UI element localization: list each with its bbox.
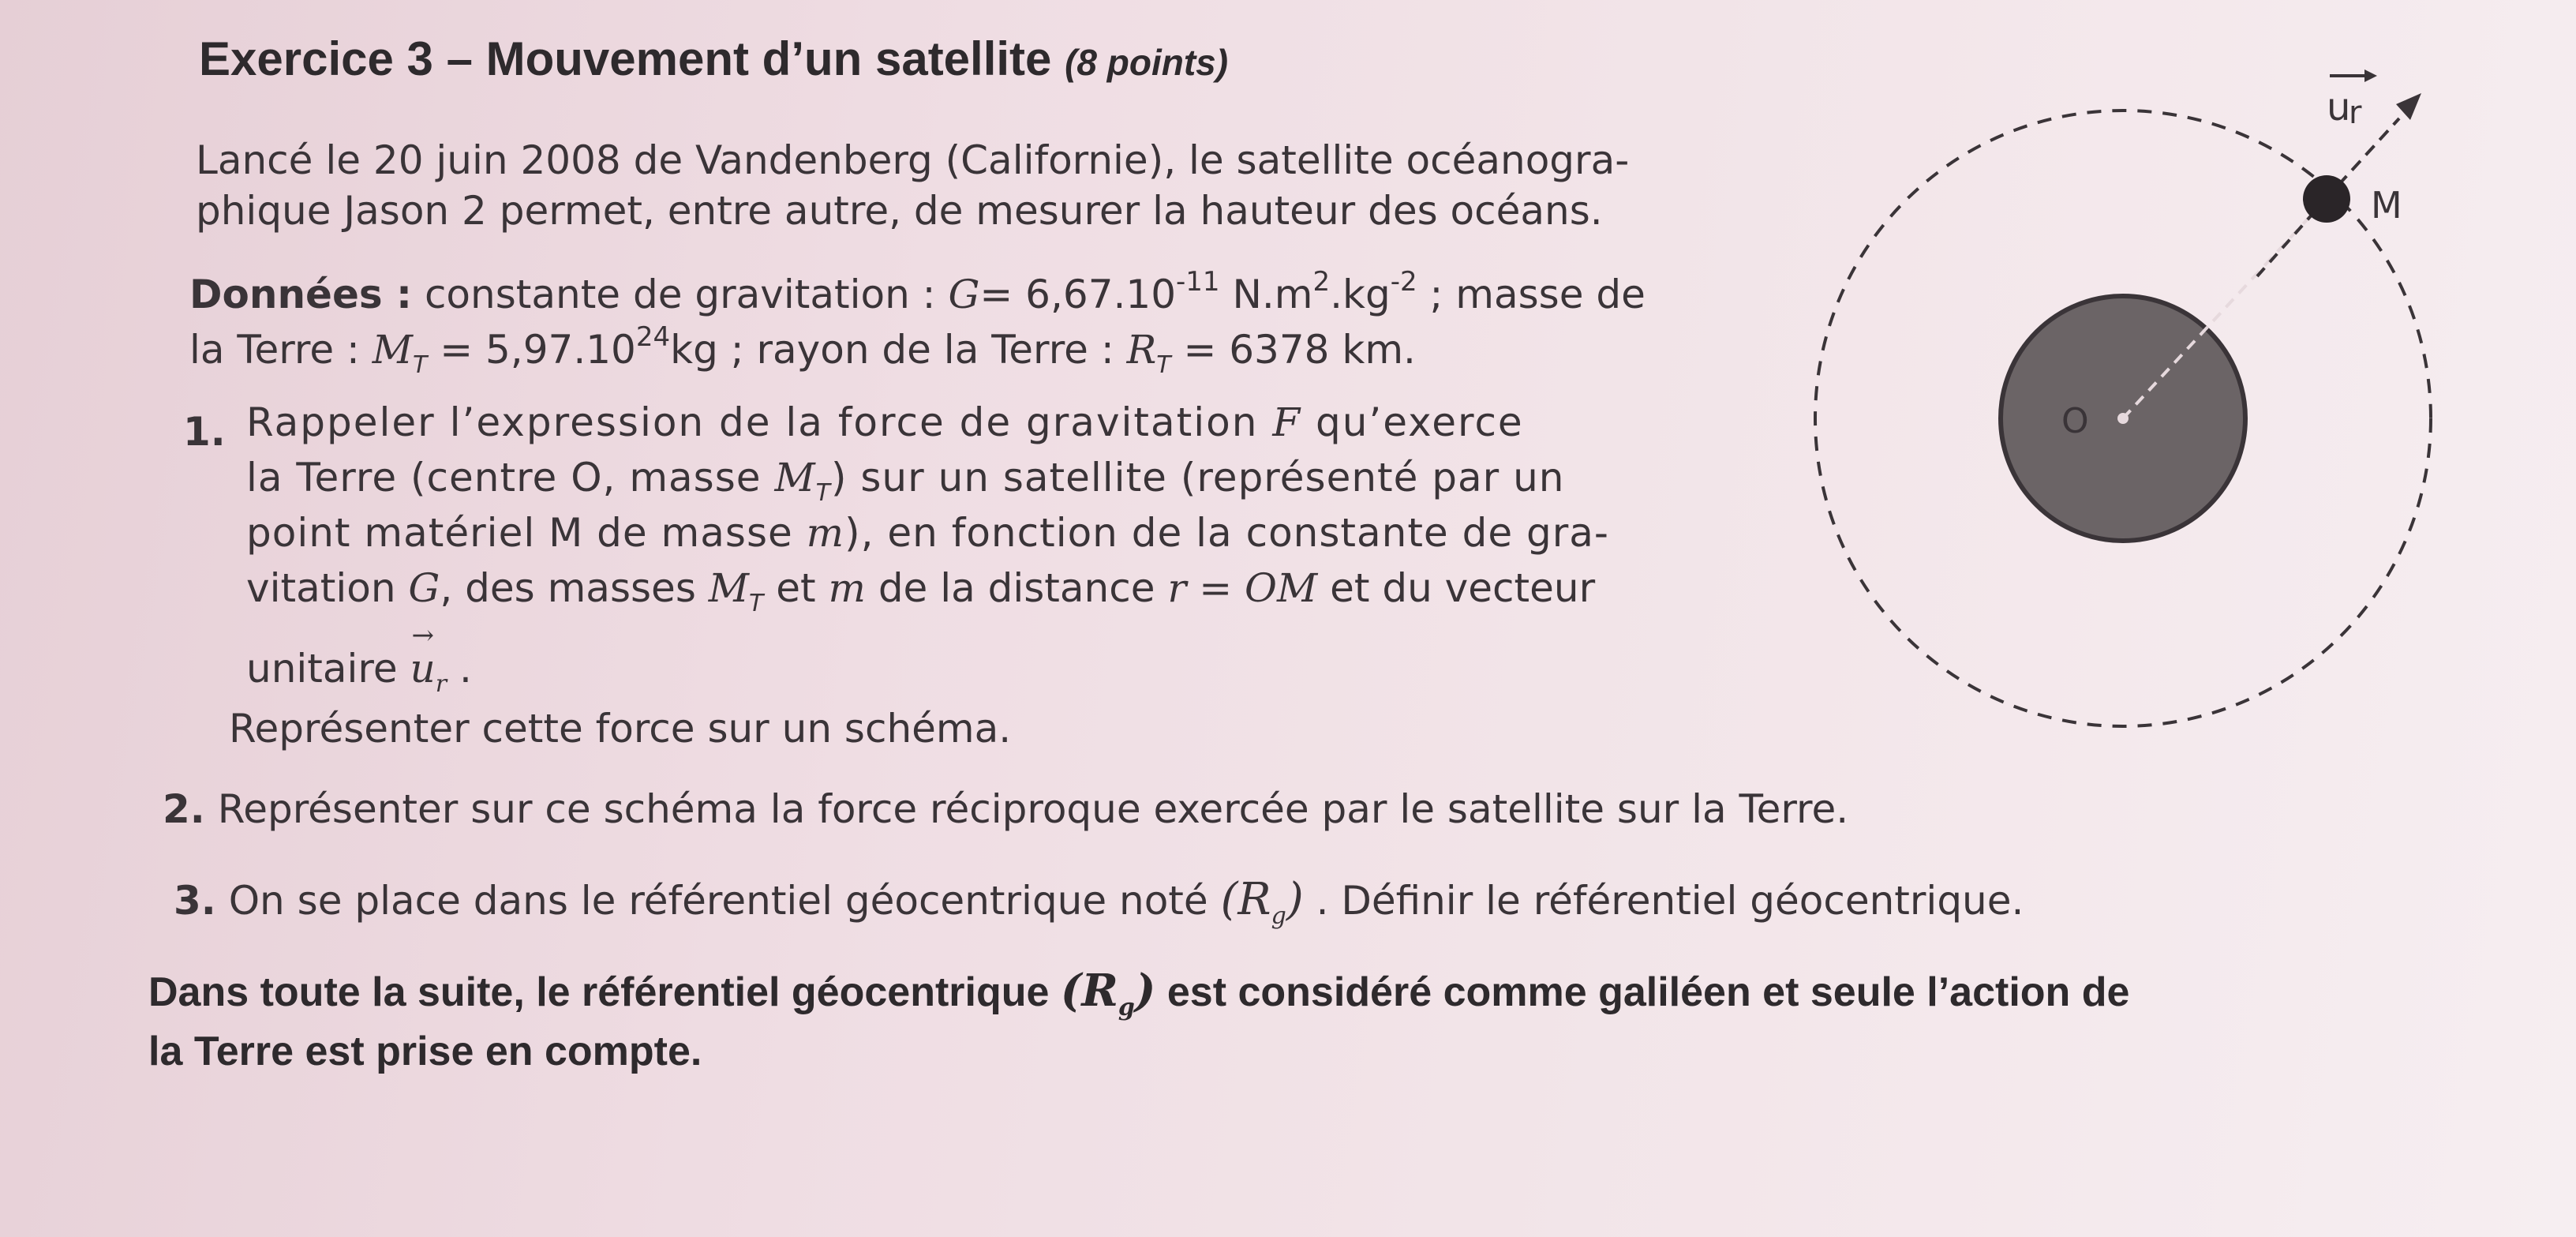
q1-line-4-G: G xyxy=(408,565,440,611)
satellite-M xyxy=(2303,175,2350,223)
q3-text-a: On se place dans le référentiel géocentrique noté xyxy=(228,878,1208,924)
data-line-2 xyxy=(189,321,1416,379)
force-F-symbol: F xyxy=(1272,399,1302,445)
final-ref-open: (R xyxy=(1060,965,1118,1017)
data-g-unit-a: N.m xyxy=(1219,272,1313,317)
data-g-unit-exp2: -2 xyxy=(1390,266,1417,298)
data-mt-sub: T xyxy=(412,351,428,379)
q1-line-4-m: m xyxy=(828,565,866,611)
final-line-1-a: Dans toute la suite, le référentiel géocentrique xyxy=(148,969,1050,1015)
data-mt-value: = 5,97.10 xyxy=(427,327,636,373)
data-line-1 xyxy=(189,266,1646,317)
q1-line-5 xyxy=(246,620,472,698)
q1-line-4-M: M xyxy=(708,565,749,611)
q1-line-3-b: ), en fonction de la constante de gra- xyxy=(844,510,1609,556)
q1-line-2-b: ) sur un satellite (représenté par un xyxy=(830,455,1565,500)
data-line2-text: la Terre : xyxy=(189,327,360,373)
ur-vector-bar-head xyxy=(2364,69,2377,82)
label-r-sub: r xyxy=(2349,95,2362,131)
q3-number: 3. xyxy=(174,878,216,924)
data-g-text: constante de gravitation : xyxy=(424,272,936,317)
q1-line-4-sub: T xyxy=(748,590,764,617)
unit-vector-arrowhead xyxy=(2396,93,2421,120)
final-line-1 xyxy=(148,965,2129,1021)
final-ref xyxy=(1060,965,1156,1021)
q1-line-4-c: et xyxy=(763,565,816,611)
q3-ref-open: (R xyxy=(1220,874,1271,925)
data-g-unit-b: .kg xyxy=(1330,272,1391,317)
q1-line-1 xyxy=(246,399,1524,445)
final-ref-close: ) xyxy=(1134,965,1156,1017)
q1-line-3-a: point matériel M de masse xyxy=(246,510,793,556)
q2 xyxy=(163,786,1849,832)
label-u: u xyxy=(2327,85,2351,129)
data-g-value: = 6,67.10 xyxy=(979,272,1177,317)
data-mt-unit: kg xyxy=(670,327,718,373)
data-rt-symbol: R xyxy=(1126,327,1157,373)
q3 xyxy=(174,874,2024,930)
data-g-unit-exp1: 2 xyxy=(1312,266,1331,298)
q1-line-5-u: u xyxy=(410,646,436,692)
data-label: Données : xyxy=(189,272,413,317)
data-mt-exp: 24 xyxy=(635,321,671,353)
label-O: O xyxy=(2061,401,2089,441)
q2-text: Représenter sur ce schéma la force réciproque exercée par le satellite sur la Terre. xyxy=(217,786,1849,832)
q2-number: 2. xyxy=(163,786,205,832)
q3-ref-close: ) xyxy=(1286,874,1304,925)
q1-line-1-b: qu’exerce xyxy=(1315,399,1524,445)
q1-line-4-e: et du vecteur xyxy=(1330,565,1596,611)
label-ur xyxy=(2327,69,2377,131)
final-ref-sub: g xyxy=(1118,994,1135,1021)
label-M: M xyxy=(2371,184,2402,227)
q1-line-4-b: , des masses xyxy=(440,565,696,611)
exercise-points: (8 points) xyxy=(1065,42,1229,83)
data-rt-value: = 6378 km. xyxy=(1170,327,1416,373)
q1-line-2 xyxy=(246,455,1565,507)
q1-line-3-m: m xyxy=(806,510,845,556)
q1-line-2-M: M xyxy=(774,455,816,500)
final-line-1-b: est considéré comme galiléen et seule l’action de xyxy=(1166,969,2130,1015)
q1-number: 1. xyxy=(183,409,226,455)
intro-line-2: phique Jason 2 permet, entre autre, de mesurer la hauteur des océans. xyxy=(196,188,1603,234)
unit-vector-ur: → $u_r$ xyxy=(410,620,447,698)
intro-line-1: Lancé le 20 juin 2008 de Vandenberg (Californie), le satellite océanogra- xyxy=(196,137,1630,183)
q1-line-6: Représenter cette force sur un schéma. xyxy=(229,706,1012,752)
q1-line-1-a: Rappeler l’expression de la force de gravitation xyxy=(246,399,1259,445)
final-line-2: la Terre est prise en compte. xyxy=(148,1029,702,1074)
q3-ref xyxy=(1220,874,1304,930)
q1-line-2-a: la Terre (centre O, masse xyxy=(246,455,762,500)
exercise-title xyxy=(199,32,1228,86)
q1-line-4-d: de la distance xyxy=(878,565,1155,611)
q1-line-4 xyxy=(246,565,1596,617)
data-mt-symbol: M xyxy=(372,327,413,373)
q3-text-b: . Définir le référentiel géocentrique. xyxy=(1316,878,2024,924)
data-g-after: ; masse de xyxy=(1417,272,1646,317)
q1-line-4-a: vitation xyxy=(246,565,396,611)
exercise-title-text: Exercice 3 – Mouvement d’un satellite xyxy=(199,32,1052,85)
data-rt-sub: T xyxy=(1156,351,1171,379)
q1-line-2-sub: T xyxy=(815,479,831,507)
data-radius-text: ; rayon de la Terre : xyxy=(717,327,1114,373)
q1-line-5-sub: r xyxy=(435,670,447,698)
orbit-diagram xyxy=(1768,47,2462,742)
data-g-exp: -11 xyxy=(1176,266,1220,298)
q1-line-3 xyxy=(246,510,1609,556)
q1-line-5-a: unitaire xyxy=(246,646,398,692)
q1-line-5-b: . xyxy=(447,646,472,692)
q1-line-4-r: r = OM xyxy=(1167,565,1318,611)
q3-ref-sub: g xyxy=(1271,902,1286,930)
data-g-symbol: G xyxy=(948,272,980,317)
